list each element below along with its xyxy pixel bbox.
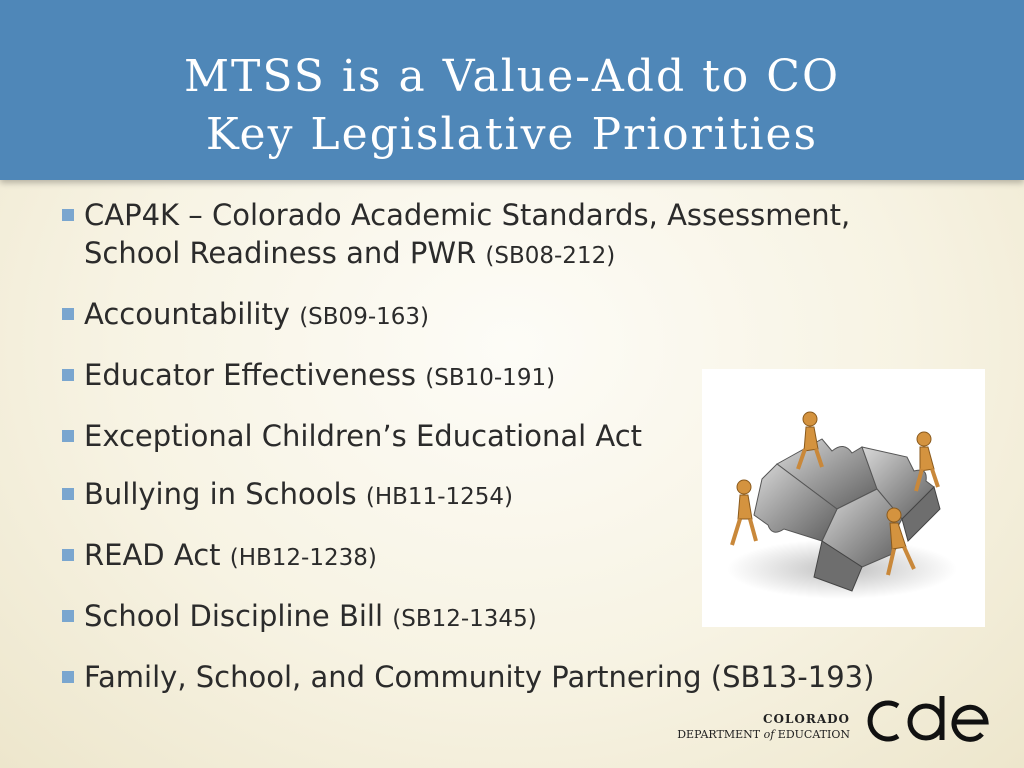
bullet-text: School Discipline Bill: [84, 599, 393, 633]
bullet-text: CAP4K – Colorado Academic Standards, Assessment,: [84, 198, 851, 232]
square-bullet-icon: [62, 671, 74, 683]
square-bullet-icon: [62, 369, 74, 381]
bill-code: (SB12-1345): [392, 606, 537, 632]
title-bar: [0, 0, 1024, 180]
bullet-item-cap4k: [62, 196, 962, 275]
cde-logo: [677, 698, 990, 748]
square-bullet-icon: [62, 430, 74, 442]
bullet-text: Educator Effectiveness: [84, 358, 426, 392]
bill-code: (SB13-193): [710, 660, 875, 694]
bill-code: (SB09-163): [299, 304, 429, 330]
bill-code: (SB10-191): [425, 365, 556, 391]
bullet-item-accountability: [62, 295, 962, 336]
logo-department-name: DEPARTMENT of EDUCATION: [677, 728, 850, 741]
slide-title-line-1: MTSS is a Value-Add to CO: [183, 51, 841, 102]
slide-title: [0, 48, 1024, 164]
bullet-text-continued: School Readiness and PWR: [84, 236, 486, 270]
bullet-item-family-partnering: [62, 658, 962, 696]
square-bullet-icon: [62, 549, 74, 561]
bullet-text: Exceptional Children’s Educational Act: [84, 419, 643, 453]
bullet-text: Bullying in Schools: [84, 477, 366, 511]
square-bullet-icon: [62, 308, 74, 320]
bullet-text: Accountability: [84, 297, 300, 331]
puzzle-figures-image: [702, 369, 985, 627]
cde-logo-mark-icon: [864, 692, 990, 748]
slide-title-line-2: Key Legislative Priorities: [205, 109, 819, 160]
puzzle-figures-icon: [702, 369, 985, 627]
square-bullet-icon: [62, 488, 74, 500]
bill-code: (HB11-1254): [365, 484, 513, 510]
bullet-text: READ Act: [84, 538, 230, 572]
square-bullet-icon: [62, 209, 74, 221]
square-bullet-icon: [62, 610, 74, 622]
bullet-text: Family, School, and Community Partnering: [84, 660, 711, 694]
bill-code: (SB08-212): [485, 243, 616, 269]
bill-code: (HB12-1238): [229, 545, 377, 571]
logo-state-name: COLORADO: [762, 712, 850, 726]
